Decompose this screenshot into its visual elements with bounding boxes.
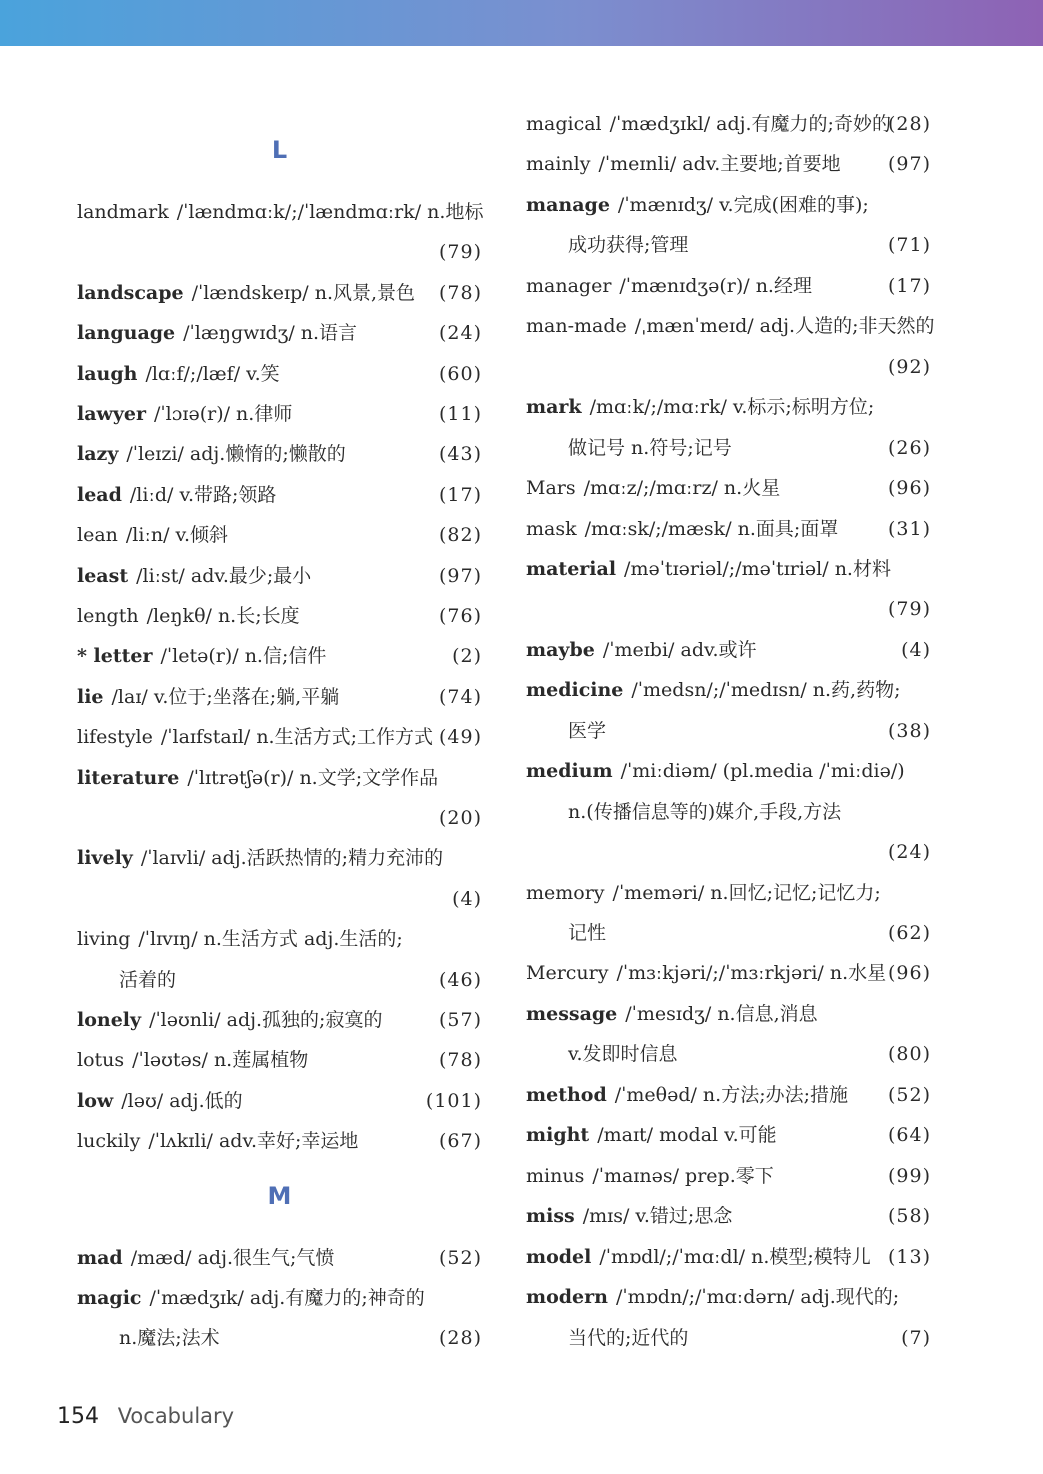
headword: literature bbox=[77, 766, 180, 789]
definition: /mæd/ adj.很生气;气愤 bbox=[130, 1247, 335, 1269]
headword: message bbox=[526, 1002, 618, 1025]
headword: lean bbox=[77, 524, 118, 547]
entry-text bbox=[526, 1318, 688, 1358]
definition: /ˈletə(r)/ n.信;信件 bbox=[160, 645, 327, 668]
entry-row bbox=[77, 1121, 482, 1161]
entry-row bbox=[77, 717, 482, 757]
headword: material bbox=[526, 557, 617, 580]
entry-row bbox=[526, 144, 931, 184]
entry-row bbox=[526, 630, 931, 670]
definition: /mɑːz/;/mɑːrz/ n.火星 bbox=[583, 477, 781, 500]
page-ref: (96) bbox=[887, 962, 931, 985]
headword: laugh bbox=[77, 362, 138, 385]
definition: v.发即时信息 bbox=[568, 1043, 678, 1066]
entry-row bbox=[526, 1318, 931, 1358]
entry-text bbox=[526, 953, 886, 993]
page-ref: (97) bbox=[438, 564, 482, 587]
entry-text bbox=[526, 994, 818, 1034]
headword: mask bbox=[526, 517, 577, 540]
entry-row bbox=[77, 960, 482, 1000]
definition: /ˈmædʒɪkl/ adj.有魔力的;奇妙的 bbox=[609, 113, 891, 135]
definition: /ˈlændskeɪp/ n.风景,景色 bbox=[191, 281, 416, 304]
headword: manager bbox=[526, 274, 612, 297]
page-ref: (78) bbox=[438, 281, 482, 304]
definition: /lɑːf/;/læf/ v.笑 bbox=[145, 362, 280, 385]
entry-text bbox=[526, 630, 757, 670]
definition: /ˈləʊtəs/ n.莲属植物 bbox=[132, 1049, 309, 1072]
entry-text bbox=[526, 1115, 777, 1155]
entry-text bbox=[77, 1121, 358, 1161]
headword: lead bbox=[77, 483, 122, 506]
entry-text bbox=[77, 960, 176, 1000]
entry-text bbox=[526, 1277, 899, 1317]
headword: lively bbox=[77, 847, 133, 870]
entry-text bbox=[526, 792, 841, 832]
entry-text bbox=[526, 144, 841, 184]
entry-row bbox=[526, 953, 931, 993]
entry-row bbox=[77, 919, 482, 959]
entry-text bbox=[77, 1040, 308, 1080]
definition: /ˈlæŋɡwɪdʒ/ n.语言 bbox=[183, 322, 358, 345]
definition: /ˈmænɪdʒ/ v.完成(困难的事); bbox=[617, 193, 869, 216]
definition: /ˈlaɪfstaɪl/ n.生活方式;工作方式 bbox=[160, 726, 433, 749]
entry-row bbox=[526, 185, 931, 225]
definition: /mɑːsk/;/mæsk/ n.面具;面罩 bbox=[584, 517, 839, 540]
page-ref: (67) bbox=[438, 1130, 482, 1153]
headword: language bbox=[77, 322, 176, 345]
definition: n.魔法;法术 bbox=[119, 1327, 220, 1349]
entry-row bbox=[77, 394, 482, 434]
definition: /ˌmænˈmeɪd/ adj.人造的;非天然的 bbox=[634, 315, 935, 338]
entry-row bbox=[526, 792, 931, 832]
entry-text bbox=[526, 670, 901, 710]
headword: lazy bbox=[77, 443, 119, 466]
entry-text bbox=[526, 104, 891, 144]
entry-text bbox=[526, 1075, 848, 1115]
entry-row bbox=[526, 589, 931, 629]
entry-text bbox=[526, 873, 881, 913]
page-ref: (4) bbox=[452, 887, 482, 910]
entry-text bbox=[526, 266, 812, 306]
page-ref: (76) bbox=[438, 605, 482, 627]
entry-row bbox=[526, 832, 931, 872]
headword: minus bbox=[526, 1164, 585, 1187]
page-ref: (99) bbox=[887, 1164, 931, 1187]
page-ref: (11) bbox=[438, 403, 482, 425]
page-ref: (96) bbox=[887, 477, 931, 500]
definition: /laɪ/ v.位于;坐落在;躺,平躺 bbox=[111, 685, 340, 708]
entry-row bbox=[526, 1075, 931, 1115]
entry-text bbox=[77, 838, 443, 878]
entry-row bbox=[77, 1318, 482, 1358]
entry-text bbox=[526, 913, 606, 953]
page-ref: (78) bbox=[438, 1049, 482, 1072]
entry-text bbox=[77, 515, 228, 555]
page-ref: (24) bbox=[438, 322, 482, 345]
entry-row bbox=[77, 475, 482, 515]
entry-row bbox=[77, 838, 482, 878]
definition: /leŋkθ/ n.长;长度 bbox=[146, 605, 300, 627]
definition: /ˈmeɪbi/ adv.或许 bbox=[602, 638, 757, 661]
entry-row bbox=[526, 468, 931, 508]
page-ref: (71) bbox=[887, 234, 931, 257]
headword: might bbox=[526, 1124, 590, 1147]
page-ref: (17) bbox=[438, 483, 482, 506]
headword: medium bbox=[526, 760, 613, 783]
page-ref: (49) bbox=[438, 726, 482, 749]
headword: method bbox=[526, 1083, 607, 1106]
headword: mainly bbox=[526, 153, 591, 176]
page-ref: (74) bbox=[438, 685, 482, 708]
section-letter-l: L bbox=[271, 136, 288, 164]
entry-row bbox=[77, 1081, 482, 1121]
entry-row bbox=[526, 387, 931, 427]
headword: miss bbox=[526, 1205, 575, 1228]
page-ref: (80) bbox=[887, 1043, 931, 1066]
entry-text bbox=[77, 313, 357, 353]
entry-text bbox=[77, 192, 483, 232]
entry-row bbox=[77, 313, 482, 353]
entry-text bbox=[77, 1238, 334, 1278]
entry-text bbox=[526, 306, 935, 346]
definition: /ˈmaɪnəs/ prep.零下 bbox=[592, 1164, 774, 1187]
headword: magic bbox=[77, 1287, 142, 1309]
entry-text bbox=[526, 549, 891, 589]
definition: /mɑːk/;/mɑːrk/ v.标示;标明方位; bbox=[589, 396, 875, 419]
entry-row bbox=[526, 549, 931, 589]
definition: 活着的 bbox=[119, 968, 177, 991]
definition: /məˈtɪəriəl/;/məˈtɪriəl/ n.材料 bbox=[624, 557, 891, 580]
entry-row bbox=[77, 1000, 482, 1040]
definition: /ˈleɪzi/ adj.懒惰的;懒散的 bbox=[126, 443, 346, 466]
definition: /liːd/ v.带路;领路 bbox=[129, 483, 277, 506]
headword: living bbox=[77, 928, 131, 951]
entry-row bbox=[526, 751, 931, 791]
page-ref: (43) bbox=[438, 443, 482, 466]
entry-row bbox=[77, 273, 482, 313]
entry-text bbox=[77, 394, 292, 434]
page-ref: (58) bbox=[887, 1205, 931, 1228]
entry-row bbox=[526, 306, 935, 346]
headword: manage bbox=[526, 193, 610, 216]
page-ref: (24) bbox=[887, 841, 931, 864]
definition: /ˈlʌkɪli/ adv.幸好;幸运地 bbox=[148, 1130, 359, 1153]
headword: lonely bbox=[77, 1009, 142, 1031]
page-ref: (64) bbox=[887, 1124, 931, 1147]
entry-text bbox=[77, 1081, 243, 1121]
entry-row bbox=[77, 232, 482, 272]
headword: landscape bbox=[77, 281, 184, 304]
entry-text bbox=[77, 1278, 425, 1318]
entry-text bbox=[526, 509, 838, 549]
entry-text bbox=[526, 387, 874, 427]
definition: /ləʊ/ adj.低的 bbox=[121, 1089, 243, 1112]
entry-row bbox=[526, 104, 931, 144]
definition: 记性 bbox=[568, 922, 607, 944]
page-ref: (20) bbox=[438, 807, 482, 829]
entry-row bbox=[77, 556, 482, 596]
headword: Mercury bbox=[526, 962, 609, 985]
entry-row bbox=[526, 913, 931, 953]
headword: low bbox=[77, 1089, 114, 1112]
entry-row bbox=[77, 879, 482, 919]
page-ref: (28) bbox=[887, 113, 931, 135]
definition: /ˈlɪtrətʃə(r)/ n.文学;文学作品 bbox=[187, 766, 439, 789]
headword: lotus bbox=[77, 1049, 125, 1072]
header-gradient-bar bbox=[0, 0, 1043, 46]
headword: length bbox=[77, 605, 139, 627]
entry-row bbox=[77, 1040, 482, 1080]
headword: * letter bbox=[77, 645, 153, 668]
entry-text bbox=[526, 1156, 774, 1196]
definition: /ˈmɒdn/;/ˈmɑːdərn/ adj.现代的; bbox=[615, 1286, 900, 1309]
entry-row bbox=[526, 347, 931, 387]
footer-label: Vocabulary bbox=[117, 1404, 235, 1428]
definition: /ˈmesɪdʒ/ n.信息,消息 bbox=[625, 1002, 818, 1025]
entry-text bbox=[77, 475, 276, 515]
page-ref: (62) bbox=[887, 922, 931, 944]
page-ref: (101) bbox=[425, 1089, 482, 1112]
page-ref: (82) bbox=[438, 524, 482, 547]
definition: /ˈlaɪvli/ adj.活跃热情的;精力充沛的 bbox=[140, 847, 444, 870]
page-number: 154 bbox=[57, 1404, 99, 1429]
entry-row bbox=[526, 1034, 931, 1074]
entry-text bbox=[77, 919, 403, 959]
entry-row bbox=[77, 1238, 482, 1278]
headword: medicine bbox=[526, 679, 624, 702]
entry-text bbox=[77, 354, 280, 394]
entry-text bbox=[526, 1196, 732, 1236]
entry-row bbox=[526, 509, 931, 549]
definition: /ˈlændmɑːk/;/ˈlændmɑːrk/ n.地标 bbox=[176, 201, 484, 223]
definition: /mɪs/ v.错过;思念 bbox=[582, 1205, 733, 1228]
entry-text bbox=[526, 225, 688, 265]
entry-row bbox=[526, 873, 931, 913]
page-ref: (92) bbox=[887, 355, 931, 378]
page-ref: (97) bbox=[887, 153, 931, 176]
definition: /ˈmɒdl/;/ˈmɑːdl/ n.模型;模特儿 bbox=[599, 1245, 871, 1268]
page-ref: (57) bbox=[438, 1009, 482, 1031]
entry-row bbox=[526, 670, 931, 710]
definition: 医学 bbox=[568, 719, 607, 742]
entry-row bbox=[526, 1277, 931, 1317]
page-ref: (26) bbox=[887, 436, 931, 459]
headword: maybe bbox=[526, 638, 595, 661]
entry-row bbox=[526, 711, 931, 751]
entry-text bbox=[77, 1000, 382, 1040]
headword: least bbox=[77, 564, 129, 587]
headword: Mars bbox=[526, 477, 576, 500]
entry-row bbox=[526, 266, 931, 306]
definition: /ˈmɜːkjəri/;/ˈmɜːrkjəri/ n.水星 bbox=[616, 962, 887, 985]
entry-row bbox=[77, 354, 482, 394]
entry-text bbox=[526, 185, 869, 225]
definition: /ˈmænɪdʒə(r)/ n.经理 bbox=[619, 274, 812, 297]
entry-row bbox=[526, 1237, 931, 1277]
page-ref: (13) bbox=[887, 1245, 931, 1268]
headword: memory bbox=[526, 881, 605, 904]
entry-row bbox=[77, 1278, 482, 1318]
definition: /ˈmiːdiəm/ (pl.media /ˈmiːdiə/) bbox=[620, 760, 905, 783]
entry-row bbox=[77, 636, 482, 676]
entry-row bbox=[77, 798, 482, 838]
headword: model bbox=[526, 1245, 592, 1268]
page-ref: (38) bbox=[887, 719, 931, 742]
entry-text bbox=[526, 751, 905, 791]
entry-row bbox=[526, 428, 931, 468]
entry-text bbox=[77, 1318, 220, 1358]
definition: /ˈmeməri/ n.回忆;记忆;记忆力; bbox=[612, 881, 881, 904]
definition: 当代的;近代的 bbox=[568, 1326, 689, 1349]
entry-text bbox=[526, 428, 732, 468]
entry-text bbox=[77, 677, 339, 717]
entry-text bbox=[526, 468, 780, 508]
entry-text bbox=[77, 273, 415, 313]
page-footer bbox=[57, 1404, 234, 1429]
definition: /ˈmeθəd/ n.方法;办法;措施 bbox=[614, 1083, 849, 1106]
entry-row bbox=[77, 758, 482, 798]
definition: /ˈmeɪnli/ adv.主要地;首要地 bbox=[598, 153, 841, 176]
definition: 做记号 n.符号;记号 bbox=[568, 436, 732, 459]
definition: /ˈləʊnli/ adj.孤独的;寂寞的 bbox=[149, 1009, 383, 1031]
entry-text bbox=[77, 717, 433, 757]
definition: /liːn/ v.倾斜 bbox=[125, 524, 229, 547]
page-ref: (4) bbox=[901, 638, 931, 661]
definition: /ˈmedsn/;/ˈmedɪsn/ n.药,药物; bbox=[631, 679, 901, 702]
page-ref: (28) bbox=[438, 1327, 482, 1349]
definition: n.(传播信息等的)媒介,手段,方法 bbox=[568, 800, 842, 823]
entry-row bbox=[526, 225, 931, 265]
headword: magical bbox=[526, 113, 602, 135]
entry-row bbox=[77, 192, 482, 232]
page-ref: (79) bbox=[438, 241, 482, 264]
entry-row bbox=[526, 1196, 931, 1236]
definition: /ˈlɔɪə(r)/ n.律师 bbox=[154, 403, 293, 425]
page-ref: (2) bbox=[452, 645, 482, 668]
headword: mad bbox=[77, 1247, 123, 1269]
entry-row bbox=[77, 515, 482, 555]
page-ref: (52) bbox=[438, 1247, 482, 1269]
page-ref: (7) bbox=[901, 1326, 931, 1349]
headword: lawyer bbox=[77, 403, 147, 425]
headword: lie bbox=[77, 685, 104, 708]
entry-row bbox=[526, 1156, 931, 1196]
headword: landmark bbox=[77, 201, 169, 223]
headword: luckily bbox=[77, 1130, 141, 1153]
entry-text bbox=[526, 1034, 678, 1074]
definition: /ˈmædʒɪk/ adj.有魔力的;神奇的 bbox=[149, 1287, 425, 1309]
page-ref: (46) bbox=[438, 968, 482, 991]
definition: /liːst/ adv.最少;最小 bbox=[136, 564, 312, 587]
entry-row bbox=[526, 994, 931, 1034]
section-letter-m: M bbox=[267, 1182, 292, 1210]
entry-text bbox=[77, 434, 346, 474]
entry-text bbox=[526, 1237, 871, 1277]
entry-text bbox=[77, 556, 311, 596]
page-ref: (60) bbox=[438, 362, 482, 385]
page-ref: (31) bbox=[887, 517, 931, 540]
headword: mark bbox=[526, 396, 582, 419]
definition: 成功获得;管理 bbox=[568, 234, 689, 257]
definition: /maɪt/ modal v.可能 bbox=[597, 1124, 777, 1147]
page-ref: (52) bbox=[887, 1083, 931, 1106]
entry-row bbox=[77, 596, 482, 636]
entry-row bbox=[77, 434, 482, 474]
entry-text bbox=[77, 636, 326, 676]
headword: lifestyle bbox=[77, 726, 153, 749]
entry-text bbox=[526, 711, 606, 751]
entry-text bbox=[77, 596, 300, 636]
page-ref: (17) bbox=[887, 274, 931, 297]
entry-row bbox=[526, 1115, 931, 1155]
page-ref: (79) bbox=[887, 598, 931, 621]
headword: modern bbox=[526, 1286, 608, 1309]
headword: man-made bbox=[526, 315, 627, 338]
definition: /ˈlɪvɪŋ/ n.生活方式 adj.生活的; bbox=[138, 928, 403, 951]
entry-row bbox=[77, 677, 482, 717]
entry-text bbox=[77, 758, 438, 798]
